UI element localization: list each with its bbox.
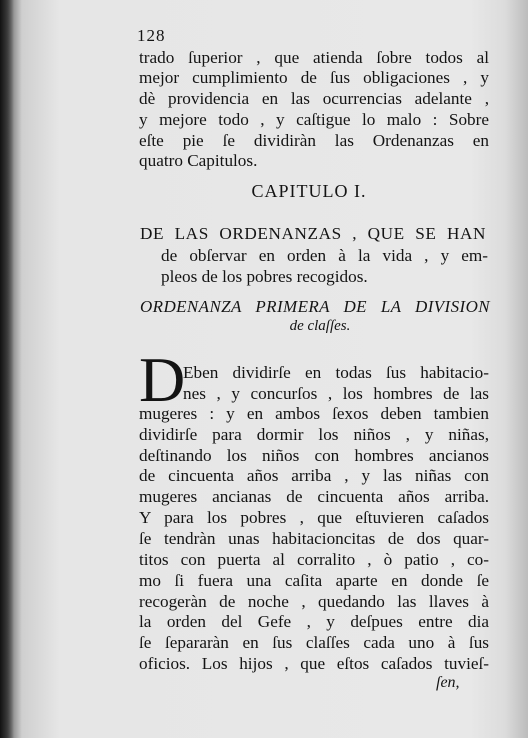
ordinance-subtitle: de claſſes. (289, 318, 351, 334)
catchword: ſen, (436, 674, 460, 691)
drop-cap: D (139, 344, 186, 415)
page-number: 128 (137, 26, 166, 45)
body-line-12: recogeràn de noche , quedando las llaves à (139, 592, 489, 611)
body-line-1: Eben dividirſe en todas ſus habitacio- (183, 363, 489, 382)
body-line-15: oficios. Los hijos , que eſtos caſados tuvieſ- (139, 654, 489, 673)
body-line-8: Y para los pobres , que eſtuvieren caſados (139, 508, 489, 527)
intro-line-1: trado ſuperior , que atienda ſobre todos al (139, 48, 489, 67)
intro-line-3: dè providencia en las ocurrencias adelante , (139, 89, 489, 108)
body-line-3: mugeres : y en ambos ſexos deben tambien (139, 404, 489, 423)
intro-line-6: quatro Capitulos. (139, 151, 258, 170)
body-line-11: mo ſi fuera una caſita aparte en donde ſe (139, 571, 489, 590)
body-line-9: ſe tendràn unas habitacioncitas de dos quar- (139, 529, 489, 548)
body-line-2: nes , y concurſos , los hombres de las (183, 384, 489, 403)
ordinance-title: ORDENANZA PRIMERA DE LA DIVISION (140, 297, 490, 316)
chapter-title: CAPITULO I. (251, 181, 367, 201)
body-line-13: la orden del Gefe , y deſpues entre dia (139, 612, 489, 631)
intro-line-4: y mejore todo , y caſtigue lo malo : Sobre (139, 110, 489, 129)
body-line-14: ſe ſepararàn en ſus claſſes cada uno à ſus (139, 633, 489, 652)
body-line-6: de cincuenta años arriba , y las niñas con (139, 466, 489, 485)
intro-line-5: eſte pie ſe dividiràn las Ordenanzas en (139, 131, 489, 150)
chapter-heading-line-1: DE LAS ORDENANZAS , QUE SE HAN (140, 224, 486, 243)
intro-line-2: mejor cumplimiento de ſus obligaciones , y (139, 68, 489, 87)
chapter-heading-line-3: pleos de los pobres recogidos. (161, 267, 368, 286)
body-line-7: mugeres ancianas de cincuenta años arriba. (139, 487, 489, 506)
body-line-5: deſtinando los niños con hombres ancianos (139, 446, 489, 465)
body-line-4: dividirſe para dormir los niños , y niñas, (139, 425, 489, 444)
body-line-10: titos con puerta al corralito , ò patio , co- (139, 550, 489, 569)
chapter-heading-line-2: de obſervar en orden à la vida , y em- (161, 246, 488, 265)
